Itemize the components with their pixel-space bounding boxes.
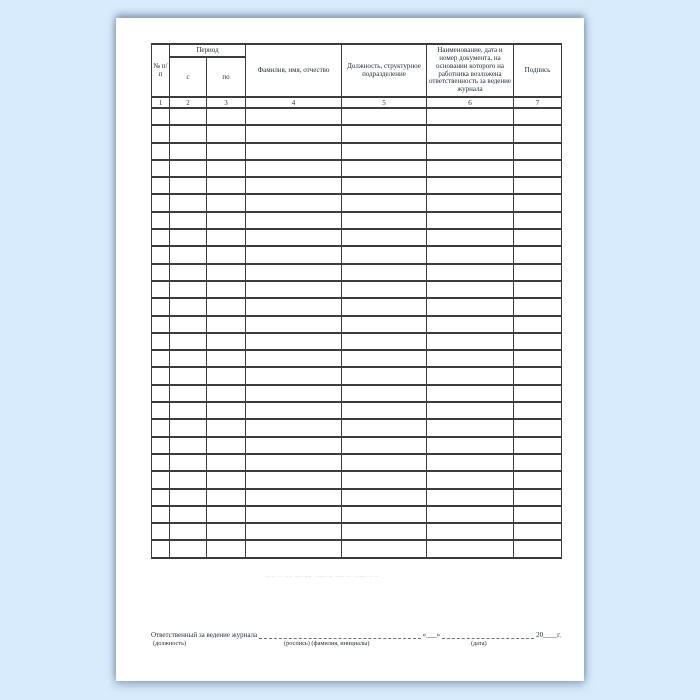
table-cell xyxy=(514,489,562,506)
table-cell xyxy=(342,385,427,402)
table-cell xyxy=(514,177,562,194)
table-cell xyxy=(514,298,562,315)
col-header-full-name: Фамилия, имя, отчество xyxy=(246,44,342,97)
table-cell xyxy=(152,437,170,454)
table-cell xyxy=(207,212,246,229)
table-cell xyxy=(342,160,427,177)
table-cell xyxy=(170,194,207,211)
table-cell xyxy=(427,437,514,454)
table-cell xyxy=(207,298,246,315)
table-cell xyxy=(514,419,562,436)
table-cell xyxy=(427,350,514,367)
table-cell xyxy=(170,143,207,160)
table-cell xyxy=(170,385,207,402)
table-cell xyxy=(246,419,342,436)
table-cell xyxy=(514,523,562,540)
table-cell xyxy=(246,246,342,263)
table-row xyxy=(152,489,562,506)
table-row xyxy=(152,177,562,194)
table-cell xyxy=(152,298,170,315)
table-cell xyxy=(246,229,342,246)
date-blank-line xyxy=(442,631,534,639)
table-cell xyxy=(342,194,427,211)
table-cell xyxy=(170,298,207,315)
table-cell xyxy=(152,419,170,436)
table-cell xyxy=(152,125,170,142)
day-quotes-blank: «___» xyxy=(422,631,441,639)
table-cell xyxy=(342,281,427,298)
table-cell xyxy=(514,229,562,246)
table-cell xyxy=(152,402,170,419)
table-cell xyxy=(514,194,562,211)
table-cell xyxy=(152,229,170,246)
table-cell xyxy=(514,281,562,298)
table-cell xyxy=(207,143,246,160)
table-cell xyxy=(170,523,207,540)
table-cell xyxy=(152,523,170,540)
table-cell xyxy=(342,419,427,436)
table-cell xyxy=(246,402,342,419)
table-cell xyxy=(152,385,170,402)
table-cell xyxy=(427,506,514,523)
table-cell xyxy=(207,402,246,419)
table-cell xyxy=(246,471,342,488)
table-row xyxy=(152,402,562,419)
table-row xyxy=(152,385,562,402)
table-row xyxy=(152,367,562,384)
table-header xyxy=(152,44,562,108)
table-row xyxy=(152,160,562,177)
table-cell xyxy=(207,540,246,557)
table-row xyxy=(152,246,562,263)
table-cell xyxy=(342,454,427,471)
table-row xyxy=(152,506,562,523)
table-cell xyxy=(152,160,170,177)
table-cell xyxy=(170,367,207,384)
table-row xyxy=(152,108,562,125)
table-row xyxy=(152,264,562,281)
table-cell xyxy=(342,523,427,540)
signature-caption: (роспись) (фамилия, инициалы) xyxy=(284,640,370,647)
table-cell xyxy=(342,177,427,194)
table-body xyxy=(152,108,562,558)
table-cell xyxy=(342,350,427,367)
table-cell xyxy=(514,264,562,281)
table-cell xyxy=(427,523,514,540)
table-cell xyxy=(207,160,246,177)
table-cell xyxy=(170,212,207,229)
table-cell xyxy=(427,419,514,436)
table-cell xyxy=(246,367,342,384)
col-header-document: Наименование, дата и номер документа, на основании которого на работника возложена ответственность за ведение журнала xyxy=(427,44,514,97)
table-cell xyxy=(427,489,514,506)
table-cell xyxy=(170,264,207,281)
table-cell xyxy=(246,125,342,142)
table-cell xyxy=(427,471,514,488)
table-cell xyxy=(427,194,514,211)
table-cell xyxy=(246,298,342,315)
table-cell xyxy=(427,385,514,402)
table-cell xyxy=(152,316,170,333)
table-cell xyxy=(246,281,342,298)
table-cell xyxy=(207,125,246,142)
table-cell xyxy=(246,523,342,540)
responsible-line xyxy=(151,631,561,639)
table-row xyxy=(152,212,562,229)
table-cell xyxy=(342,108,427,125)
table-row xyxy=(152,229,562,246)
table-cell xyxy=(207,489,246,506)
table-cell xyxy=(207,506,246,523)
table-cell xyxy=(427,281,514,298)
table-cell xyxy=(514,316,562,333)
table-cell xyxy=(342,212,427,229)
table-cell xyxy=(246,540,342,557)
table-cell xyxy=(170,350,207,367)
table-row xyxy=(152,316,562,333)
table-cell xyxy=(427,160,514,177)
table-cell xyxy=(207,471,246,488)
table-row xyxy=(152,333,562,350)
table-cell xyxy=(514,212,562,229)
table-cell xyxy=(514,385,562,402)
table-cell xyxy=(514,333,562,350)
table-cell xyxy=(514,350,562,367)
table-cell xyxy=(170,506,207,523)
table-cell xyxy=(170,125,207,142)
table-cell xyxy=(427,212,514,229)
table-cell xyxy=(342,471,427,488)
table-cell xyxy=(514,108,562,125)
table-cell xyxy=(427,143,514,160)
table-cell xyxy=(207,194,246,211)
table-cell xyxy=(170,454,207,471)
table-cell xyxy=(246,316,342,333)
table-cell xyxy=(152,177,170,194)
table-cell xyxy=(514,402,562,419)
table-cell xyxy=(246,177,342,194)
table-cell xyxy=(427,454,514,471)
table-row xyxy=(152,350,562,367)
column-numbers-row xyxy=(152,97,562,108)
table-cell xyxy=(207,523,246,540)
table-row xyxy=(152,194,562,211)
table-cell xyxy=(246,437,342,454)
table-cell xyxy=(207,316,246,333)
signature-blank-line xyxy=(259,631,421,639)
table-cell xyxy=(427,540,514,557)
table-cell xyxy=(152,333,170,350)
table-cell xyxy=(342,489,427,506)
table-cell xyxy=(152,281,170,298)
table-cell xyxy=(342,125,427,142)
table-cell xyxy=(207,246,246,263)
table-cell xyxy=(207,281,246,298)
table-cell xyxy=(427,246,514,263)
table-cell xyxy=(170,246,207,263)
table-cell xyxy=(170,437,207,454)
table-cell xyxy=(170,333,207,350)
table-cell xyxy=(207,350,246,367)
column-number: 2 xyxy=(170,97,207,108)
table-cell xyxy=(342,229,427,246)
column-number: 3 xyxy=(207,97,246,108)
table-cell xyxy=(514,471,562,488)
table-cell xyxy=(170,177,207,194)
col-header-period-group: Период xyxy=(170,44,246,57)
table-cell xyxy=(246,108,342,125)
table-cell xyxy=(152,246,170,263)
table-row xyxy=(152,523,562,540)
table-cell xyxy=(427,333,514,350)
table-cell xyxy=(170,419,207,436)
table-cell xyxy=(514,367,562,384)
table-cell xyxy=(152,471,170,488)
table-cell xyxy=(207,264,246,281)
responsibility-journal-table xyxy=(151,43,562,559)
table-cell xyxy=(427,298,514,315)
table-cell xyxy=(246,212,342,229)
table-cell xyxy=(342,298,427,315)
table-cell xyxy=(514,246,562,263)
table-cell xyxy=(246,350,342,367)
table-cell xyxy=(246,143,342,160)
col-header-period-from: с xyxy=(170,57,207,97)
table-cell xyxy=(342,333,427,350)
table-cell xyxy=(514,125,562,142)
table-cell xyxy=(342,246,427,263)
col-header-signature: Подпись xyxy=(514,44,562,97)
table-cell xyxy=(427,108,514,125)
column-number: 6 xyxy=(427,97,514,108)
table-row xyxy=(152,143,562,160)
table-cell xyxy=(514,437,562,454)
table-cell xyxy=(152,540,170,557)
table-cell xyxy=(514,506,562,523)
table-cell xyxy=(427,367,514,384)
table-cell xyxy=(342,316,427,333)
table-cell xyxy=(207,419,246,436)
table-cell xyxy=(207,229,246,246)
column-number: 4 xyxy=(246,97,342,108)
table-cell xyxy=(170,281,207,298)
table-cell xyxy=(207,108,246,125)
table-cell xyxy=(152,108,170,125)
table-cell xyxy=(246,506,342,523)
column-number: 5 xyxy=(342,97,427,108)
table-cell xyxy=(342,264,427,281)
table-cell xyxy=(170,471,207,488)
table-cell xyxy=(514,454,562,471)
table-cell xyxy=(207,367,246,384)
table-cell xyxy=(207,454,246,471)
col-header-period-to: по xyxy=(207,57,246,97)
table-cell xyxy=(427,402,514,419)
table-cell xyxy=(170,540,207,557)
table-cell xyxy=(342,506,427,523)
table-cell xyxy=(246,264,342,281)
scanned-form-page xyxy=(116,18,584,681)
table-cell xyxy=(170,402,207,419)
table-cell xyxy=(152,264,170,281)
table-cell xyxy=(152,212,170,229)
table-row xyxy=(152,540,562,557)
table-cell xyxy=(246,333,342,350)
table-cell xyxy=(514,540,562,557)
table-cell xyxy=(170,316,207,333)
table-cell xyxy=(170,229,207,246)
table-cell xyxy=(427,229,514,246)
year-suffix: 20____г. xyxy=(536,631,561,639)
table-row xyxy=(152,281,562,298)
table-cell xyxy=(152,506,170,523)
table-cell xyxy=(246,385,342,402)
table-cell xyxy=(246,194,342,211)
table-row xyxy=(152,125,562,142)
responsible-label: Ответственный за ведение журнала xyxy=(151,631,258,639)
table-cell xyxy=(514,143,562,160)
table-cell xyxy=(152,454,170,471)
col-header-row-number: № п/п xyxy=(152,44,170,97)
date-caption: (дата) xyxy=(471,640,487,647)
table-row xyxy=(152,298,562,315)
table-cell xyxy=(152,194,170,211)
table-cell xyxy=(170,489,207,506)
table-cell xyxy=(246,489,342,506)
table-cell xyxy=(170,160,207,177)
column-number: 1 xyxy=(152,97,170,108)
col-header-position: Должность, структурное подразделение xyxy=(342,44,427,97)
table-cell xyxy=(152,367,170,384)
table-cell xyxy=(342,402,427,419)
column-number: 7 xyxy=(514,97,562,108)
table-row xyxy=(152,437,562,454)
table-cell xyxy=(246,454,342,471)
table-cell xyxy=(152,350,170,367)
table-cell xyxy=(427,177,514,194)
table-row xyxy=(152,454,562,471)
table-cell xyxy=(152,143,170,160)
position-caption: (должность) xyxy=(153,640,187,647)
table-cell xyxy=(342,367,427,384)
watermark: –·– ···–– ––·–– ·–––·– ––··– ·––– –·– xyxy=(266,575,379,580)
table-cell xyxy=(246,160,342,177)
table-cell xyxy=(342,143,427,160)
table-cell xyxy=(427,125,514,142)
table-cell xyxy=(207,177,246,194)
signature-captions xyxy=(151,640,561,649)
table-cell xyxy=(207,333,246,350)
table-cell xyxy=(342,437,427,454)
table-row xyxy=(152,419,562,436)
table-cell xyxy=(170,108,207,125)
table-cell xyxy=(514,160,562,177)
table-row xyxy=(152,471,562,488)
table-cell xyxy=(342,540,427,557)
table-cell xyxy=(207,385,246,402)
footer xyxy=(151,631,561,649)
table-cell xyxy=(427,264,514,281)
table-cell xyxy=(152,489,170,506)
table-cell xyxy=(207,437,246,454)
table-cell xyxy=(427,316,514,333)
